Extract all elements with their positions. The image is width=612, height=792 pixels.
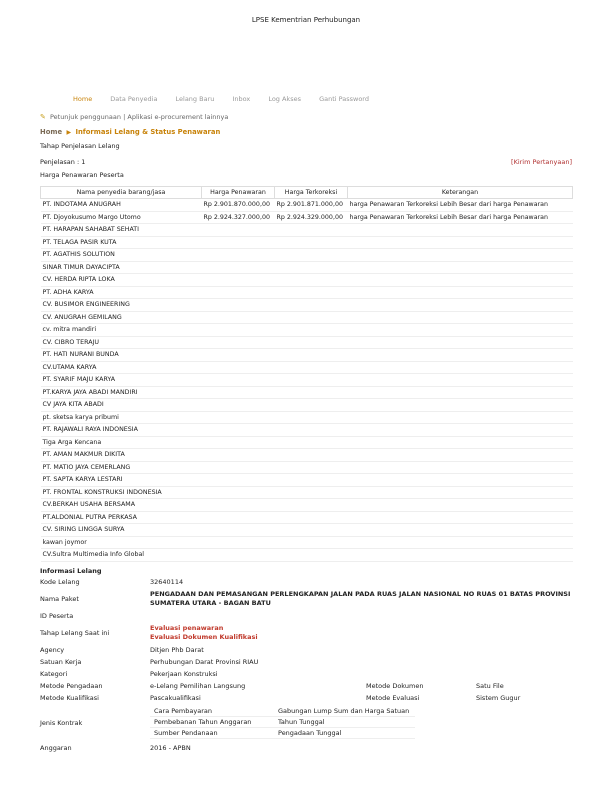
kode-label: Kode Lelang — [40, 578, 80, 586]
metode-evaluasi-value: Sistem Gugur — [476, 694, 521, 702]
cell-harga-terkoreksi — [275, 411, 348, 424]
metode-dokumen-label: Metode Dokumen — [366, 682, 424, 690]
cell-harga-terkoreksi — [275, 461, 348, 474]
table-row — [41, 324, 573, 337]
stage-label: Tahap Penjelasan Lelang — [40, 142, 120, 150]
tahap-label: Tahap Lelang Saat ini — [40, 629, 110, 637]
help-link-aplikasi[interactable]: Aplikasi e-procurement lainnya — [127, 113, 229, 121]
cell-harga-terkoreksi — [275, 424, 348, 437]
cell-keterangan — [348, 249, 573, 262]
cell-harga-penawaran — [202, 499, 275, 512]
table-row — [41, 361, 573, 374]
cell-keterangan — [348, 499, 573, 512]
cell-keterangan — [348, 486, 573, 499]
cell-harga-penawaran — [202, 249, 275, 262]
cell-harga-terkoreksi — [275, 486, 348, 499]
cell-harga-penawaran — [202, 511, 275, 524]
breadcrumb-home[interactable]: Home — [40, 128, 63, 136]
cell-nama: CV JAYA KITA ABADI — [41, 399, 202, 412]
cell-nama: PT.KARYA JAYA ABADI MANDIRI — [41, 386, 202, 399]
cell-keterangan — [348, 449, 573, 462]
kontrak-value: Tahun Tunggal — [274, 717, 415, 728]
cell-keterangan — [348, 236, 573, 249]
table-row — [41, 374, 573, 387]
table-row — [41, 274, 573, 287]
cell-keterangan — [348, 424, 573, 437]
cell-nama: CV. ANUGRAH GEMILANG — [41, 311, 202, 324]
cell-harga-penawaran — [202, 324, 275, 337]
tahap-value-1[interactable]: Evaluasi penawaran — [150, 624, 224, 632]
table-row — [41, 249, 573, 262]
cell-harga-terkoreksi — [275, 336, 348, 349]
cell-harga-penawaran — [202, 261, 275, 274]
cell-nama: PT. SYARIF MAJU KARYA — [41, 374, 202, 387]
cell-harga-terkoreksi — [275, 399, 348, 412]
jenis-kontrak-label: Jenis Kontrak — [40, 718, 83, 727]
cell-harga-penawaran — [202, 274, 275, 287]
cell-harga-terkoreksi — [275, 374, 348, 387]
cell-keterangan — [348, 386, 573, 399]
cell-harga-penawaran — [202, 374, 275, 387]
col-harga-penawaran: Harga Penawaran — [202, 187, 275, 199]
cell-keterangan — [348, 549, 573, 562]
cell-harga-penawaran — [202, 411, 275, 424]
cell-harga-terkoreksi — [275, 386, 348, 399]
kontrak-label: Cara Pembayaran — [150, 706, 274, 717]
help-separator: | — [123, 113, 126, 121]
cell-harga-terkoreksi — [275, 236, 348, 249]
table-row — [41, 399, 573, 412]
cell-harga-terkoreksi: Rp 2.901.871.000,00 — [275, 199, 348, 212]
cell-keterangan — [348, 474, 573, 487]
table-row — [41, 299, 573, 312]
penjelasan-count: Penjelasan : 1 — [40, 158, 86, 166]
cell-harga-terkoreksi — [275, 474, 348, 487]
cell-keterangan — [348, 274, 573, 287]
breadcrumb — [40, 128, 220, 136]
cell-harga-terkoreksi — [275, 361, 348, 374]
cell-harga-terkoreksi — [275, 311, 348, 324]
cell-harga-terkoreksi — [275, 224, 348, 237]
cell-harga-penawaran: Rp 2.924.327.000,00 — [202, 211, 275, 224]
cell-keterangan — [348, 349, 573, 362]
cell-nama: cv. mitra mandiri — [41, 324, 202, 337]
table-row — [41, 336, 573, 349]
satker-value: Perhubungan Darat Provinsi RIAU — [150, 658, 259, 666]
table-row — [41, 524, 573, 537]
id-value — [150, 610, 573, 622]
paket-value: PENGADAAN DAN PEMASANGAN PERLENGKAPAN JALAN PADA RUAS JALAN NASIONAL NO RUAS 01 BATAS PROVINSI SUMATERA UTARA - BAGAN BATU — [150, 590, 571, 607]
price-table-header — [41, 187, 573, 199]
nav-lelang-baru[interactable]: Lelang Baru — [175, 95, 215, 103]
cell-harga-terkoreksi — [275, 524, 348, 537]
cell-nama: pt. sketsa karya pribumi — [41, 411, 202, 424]
cell-nama: PT. MATIO JAYA CEMERLANG — [41, 461, 202, 474]
page-title: LPSE Kementrian Perhubungan — [251, 16, 361, 24]
cell-nama: PT. TELAGA PASIR KUTA — [41, 236, 202, 249]
chevron-right-icon: ▶ — [66, 129, 72, 136]
cell-nama: PT. HATI NURANI BUNDA — [41, 349, 202, 362]
col-nama: Nama penyedia barang/jasa — [41, 187, 202, 199]
cell-keterangan — [348, 336, 573, 349]
cell-harga-penawaran — [202, 236, 275, 249]
cell-keterangan: harga Penawaran Terkoreksi Lebih Besar dari harga Penawaran — [348, 211, 573, 224]
cell-harga-penawaran — [202, 386, 275, 399]
cell-keterangan — [348, 299, 573, 312]
table-row — [41, 511, 573, 524]
cell-harga-terkoreksi — [275, 349, 348, 362]
cell-harga-penawaran — [202, 549, 275, 562]
cell-harga-terkoreksi — [275, 536, 348, 549]
table-row — [41, 199, 573, 212]
cell-harga-penawaran — [202, 436, 275, 449]
cell-harga-penawaran — [202, 224, 275, 237]
cell-keterangan — [348, 399, 573, 412]
cell-harga-penawaran — [202, 536, 275, 549]
cell-nama: kawan joymor — [41, 536, 202, 549]
table-row — [41, 436, 573, 449]
table-row — [41, 424, 573, 437]
help-icon: ✎ — [40, 113, 46, 121]
agency-value: Ditjen Phb Darat — [150, 646, 204, 654]
cell-harga-terkoreksi — [275, 449, 348, 462]
table-row — [41, 474, 573, 487]
table-row — [41, 286, 573, 299]
metode-kualifikasi-label: Metode Kualifikasi — [40, 694, 99, 702]
tahap-value-2[interactable]: Evaluasi Dokumen Kualifikasi — [150, 633, 258, 641]
anggaran-value: 2016 - APBN — [150, 743, 191, 752]
cell-nama: PT.ALDONIAL PUTRA PERKASA — [41, 511, 202, 524]
cell-nama: PT. Djoyokusumo Margo Utomo — [41, 211, 202, 224]
table-row — [41, 311, 573, 324]
table-row — [41, 461, 573, 474]
cell-harga-penawaran — [202, 399, 275, 412]
cell-harga-penawaran — [202, 299, 275, 312]
cell-nama: PT. AMAN MAKMUR DIKITA — [41, 449, 202, 462]
kontrak-value: Gabungan Lump Sum dan Harga Satuan — [274, 706, 415, 717]
table-row — [41, 224, 573, 237]
cell-keterangan — [348, 224, 573, 237]
cell-harga-penawaran: Rp 2.901.870.000,00 — [202, 199, 275, 212]
cell-harga-penawaran — [202, 336, 275, 349]
cell-harga-penawaran — [202, 361, 275, 374]
cell-harga-terkoreksi — [275, 499, 348, 512]
cell-nama: PT. RAJAWALI RAYA INDONESIA — [41, 424, 202, 437]
harga-title: Harga Penawaran Peserta — [40, 171, 124, 179]
id-label: ID Peserta — [40, 612, 74, 620]
kontrak-value: Pengadaan Tunggal — [274, 728, 415, 739]
cell-nama: CV.UTAMA KARYA — [41, 361, 202, 374]
cell-keterangan — [348, 536, 573, 549]
table-row — [41, 211, 573, 224]
cell-harga-penawaran — [202, 449, 275, 462]
table-row — [41, 499, 573, 512]
metode-evaluasi-label: Metode Evaluasi — [366, 694, 420, 702]
cell-harga-terkoreksi — [275, 274, 348, 287]
nav-data-penyedia[interactable]: Data Penyedia — [110, 95, 158, 103]
metode-kualifikasi-value: Pascakualifikasi — [150, 694, 201, 702]
table-row — [41, 411, 573, 424]
cell-keterangan — [348, 524, 573, 537]
cell-nama: Tiga Arga Kencana — [41, 436, 202, 449]
cell-keterangan — [348, 411, 573, 424]
cell-nama: CV.BERKAH USAHA BERSAMA — [41, 499, 202, 512]
kirim-pertanyaan-link[interactable]: [Kirim Pertanyaan] — [511, 158, 572, 166]
cell-nama: PT. FRONTAL KONSTRUKSI INDONESIA — [41, 486, 202, 499]
kontrak-label: Pembebanan Tahun Anggaran — [150, 717, 274, 728]
cell-nama: CV.Sultra Multimedia Info Global — [41, 549, 202, 562]
nav-inbox[interactable]: Inbox — [232, 95, 251, 103]
cell-harga-terkoreksi — [275, 286, 348, 299]
help-link-petunjuk[interactable]: Petunjuk penggunaan — [49, 113, 122, 121]
cell-nama: PT. AGATHIS SOLUTION — [41, 249, 202, 262]
help-links — [40, 113, 228, 121]
breadcrumb-current: Informasi Lelang & Status Penawaran — [75, 128, 221, 136]
cell-nama: CV. BUSIMOR ENGINEERING — [41, 299, 202, 312]
cell-nama: CV. HERDA RIPTA LOKA — [41, 274, 202, 287]
nav-home[interactable]: Home — [73, 95, 93, 103]
cell-keterangan — [348, 324, 573, 337]
cell-nama: CV. SIRING LINGGA SURYA — [41, 524, 202, 537]
cell-harga-penawaran — [202, 524, 275, 537]
table-row — [41, 261, 573, 274]
price-table — [40, 186, 573, 562]
cell-harga-terkoreksi — [275, 261, 348, 274]
kontrak-label: Sumber Pendanaan — [150, 728, 274, 739]
cell-harga-terkoreksi — [275, 249, 348, 262]
cell-harga-penawaran — [202, 311, 275, 324]
agency-label: Agency — [40, 646, 65, 654]
cell-harga-terkoreksi — [275, 436, 348, 449]
kategori-label: Kategori — [40, 670, 68, 678]
kode-value: 32640114 — [150, 578, 184, 586]
table-row — [41, 486, 573, 499]
col-keterangan: Keterangan — [348, 187, 573, 199]
cell-nama: SINAR TIMUR DAYACIPTA — [41, 261, 202, 274]
cell-harga-penawaran — [202, 486, 275, 499]
cell-keterangan — [348, 436, 573, 449]
nav-log-akses[interactable]: Log Akses — [268, 95, 301, 103]
cell-keterangan: harga Penawaran Terkoreksi Lebih Besar dari harga Penawaran — [348, 199, 573, 212]
metode-pengadaan-value: e-Lelang Pemilihan Langsung — [150, 682, 246, 690]
cell-harga-terkoreksi — [275, 549, 348, 562]
cell-harga-penawaran — [202, 349, 275, 362]
cell-nama: PT. SAPTA KARYA LESTARI — [41, 474, 202, 487]
main-nav — [73, 95, 385, 103]
metode-dokumen-value: Satu File — [476, 682, 504, 690]
anggaran-label: Anggaran — [40, 743, 72, 752]
table-row — [41, 549, 573, 562]
kontrak-subtable — [150, 706, 415, 739]
kategori-value: Pekerjaan Konstruksi — [150, 670, 218, 678]
info-table — [40, 565, 573, 754]
table-row — [41, 386, 573, 399]
cell-harga-terkoreksi — [275, 324, 348, 337]
cell-keterangan — [348, 286, 573, 299]
cell-keterangan — [348, 311, 573, 324]
cell-nama: PT. HARAPAN SAHABAT SEHATI — [41, 224, 202, 237]
table-row — [41, 349, 573, 362]
cell-nama: CV. CIBRO TERAJU — [41, 336, 202, 349]
col-harga-terkoreksi: Harga Terkoreksi — [275, 187, 348, 199]
cell-keterangan — [348, 361, 573, 374]
cell-nama: PT. INDOTAMA ANUGRAH — [41, 199, 202, 212]
paket-label: Nama Paket — [40, 595, 79, 603]
table-row — [41, 449, 573, 462]
cell-harga-terkoreksi: Rp 2.924.329.000,00 — [275, 211, 348, 224]
nav-ganti-password[interactable]: Ganti Password — [319, 95, 369, 103]
cell-keterangan — [348, 511, 573, 524]
cell-harga-penawaran — [202, 461, 275, 474]
satker-label: Satuan Kerja — [40, 658, 82, 666]
cell-harga-terkoreksi — [275, 299, 348, 312]
cell-keterangan — [348, 261, 573, 274]
table-row — [41, 236, 573, 249]
cell-harga-terkoreksi — [275, 511, 348, 524]
cell-keterangan — [348, 374, 573, 387]
table-row — [41, 536, 573, 549]
cell-harga-penawaran — [202, 474, 275, 487]
cell-keterangan — [348, 461, 573, 474]
cell-harga-penawaran — [202, 424, 275, 437]
metode-pengadaan-label: Metode Pengadaan — [40, 682, 103, 690]
info-heading: Informasi Lelang — [40, 566, 102, 575]
cell-harga-penawaran — [202, 286, 275, 299]
cell-nama: PT. ADHA KARYA — [41, 286, 202, 299]
